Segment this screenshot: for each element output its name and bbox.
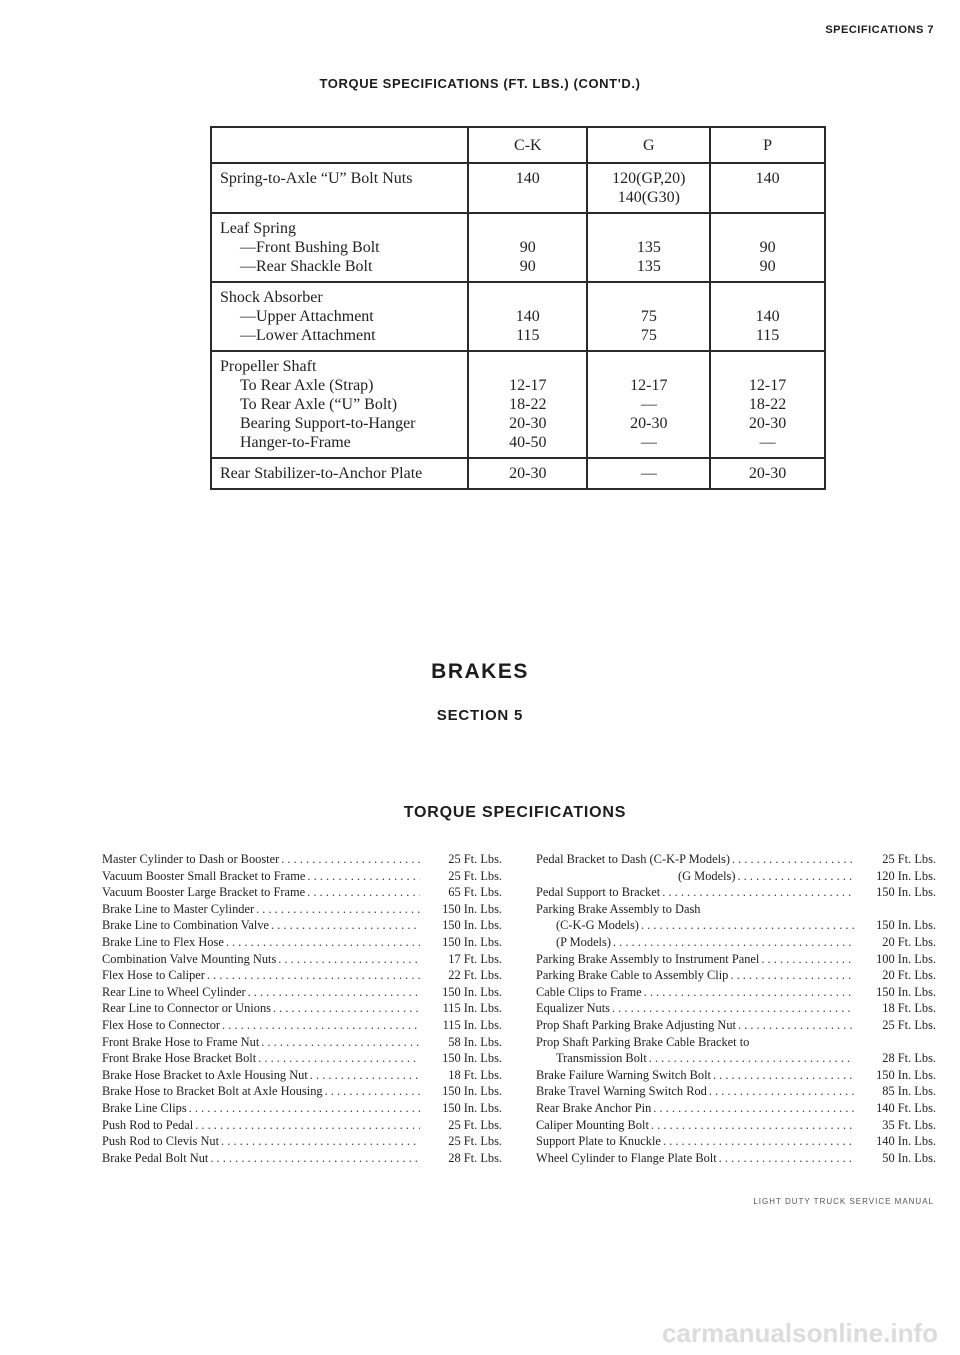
table-cell-row-description	[211, 213, 468, 282]
spec-label: Push Rod to Pedal	[102, 1117, 194, 1132]
leader-dots	[651, 1117, 854, 1134]
p-value-line: 140	[755, 308, 780, 325]
spec-value: 120 In. Lbs.	[876, 868, 936, 883]
row-description-line: Shock Absorber	[220, 289, 323, 306]
spec-label: Parking Brake Cable to Assembly Clip	[536, 968, 729, 983]
spec-label: Wheel Cylinder to Flange Plate Bolt	[536, 1150, 717, 1165]
spec-label: Brake Line to Combination Valve	[102, 918, 270, 933]
spec-value: 150 In. Lbs.	[442, 984, 502, 999]
table-cell-g-value	[587, 163, 710, 213]
spec-label: Cable Clips to Frame	[536, 984, 642, 999]
right-spec-list	[536, 851, 936, 1166]
spec-value: 17 Ft. Lbs.	[448, 951, 502, 966]
spec-label: Combination Valve Mounting Nuts	[102, 951, 277, 966]
ck-value-line	[477, 288, 578, 307]
g-value-line: 20-30	[630, 415, 668, 432]
row-description-line: Leaf Spring	[220, 220, 296, 237]
spec-label: (G Models)	[678, 868, 736, 883]
row-description-line: —Lower Attachment	[240, 327, 376, 344]
row-description-line: —Front Bushing Bolt	[240, 239, 380, 256]
table-cell-ck-value	[468, 163, 587, 213]
spec-value: 20 Ft. Lbs.	[882, 934, 936, 949]
spec-label: Parking Brake Assembly to Dash	[536, 901, 701, 916]
spec-list-item	[536, 1034, 936, 1051]
p-value-line: 90	[759, 258, 776, 275]
column-header-g: G	[587, 127, 710, 163]
spec-list-item	[536, 1000, 936, 1017]
spec-list-item	[102, 917, 502, 934]
leader-dots	[271, 917, 420, 934]
table-row	[211, 351, 825, 458]
spec-list-item	[536, 851, 936, 868]
spec-label: Front Brake Hose to Frame Nut	[102, 1034, 260, 1049]
spec-label: Vacuum Booster Large Bracket to Frame	[102, 885, 306, 900]
spec-list-item	[102, 1000, 502, 1017]
g-value-line: —	[640, 434, 657, 451]
brakes-heading: BRAKES	[431, 660, 529, 683]
torque-spec-table	[210, 126, 826, 490]
p-value-line: 115	[755, 327, 780, 344]
torque-table-title: TORQUE SPECIFICATIONS (FT. LBS.) (CONT'D.)	[319, 76, 641, 91]
p-value-line: 90	[759, 239, 776, 256]
spec-list-item	[536, 1050, 936, 1067]
leader-dots	[221, 1133, 420, 1150]
ck-value-line: 18-22	[509, 396, 547, 413]
spec-value: 150 In. Lbs.	[442, 918, 502, 933]
spec-label: Transmission Bolt	[556, 1051, 647, 1066]
spec-value: 150 In. Lbs.	[442, 1084, 502, 1099]
spec-list-item	[536, 1017, 936, 1034]
row-description-line: To Rear Axle (Strap)	[240, 377, 374, 394]
leader-dots	[310, 1067, 420, 1084]
spec-label: Front Brake Hose Bracket Bolt	[102, 1051, 257, 1066]
ck-value-line: 20-30	[509, 465, 547, 482]
spec-value: 25 Ft. Lbs.	[448, 868, 502, 883]
leader-dots	[737, 868, 854, 885]
spec-label: Push Rod to Clevis Nut	[102, 1134, 220, 1149]
table-row	[211, 282, 825, 351]
spec-list-item	[102, 1017, 502, 1034]
watermark: carmanualsonline.info	[662, 1318, 938, 1348]
spec-value: 50 In. Lbs.	[882, 1150, 936, 1165]
spec-list-item	[536, 1083, 936, 1100]
spec-list-item	[536, 934, 936, 951]
g-value-line	[596, 219, 701, 238]
g-value-line: —	[640, 465, 657, 482]
spec-label: Brake Travel Warning Switch Rod	[536, 1084, 707, 1099]
spec-list-item	[536, 967, 936, 984]
leader-dots	[612, 1000, 854, 1017]
row-description-line: Propeller Shaft	[220, 358, 317, 375]
spec-list-item	[536, 917, 936, 934]
spec-value: 150 In. Lbs.	[876, 1067, 936, 1082]
table-row	[211, 163, 825, 213]
spec-label: Brake Hose Bracket to Axle Housing Nut	[102, 1067, 308, 1082]
spec-value: 150 In. Lbs.	[442, 1100, 502, 1115]
spec-list-item	[102, 851, 502, 868]
spec-value: 115 In. Lbs.	[442, 1001, 502, 1016]
leader-dots	[662, 884, 854, 901]
leader-dots	[307, 884, 420, 901]
spec-label: Pedal Bracket to Dash (C-K-P Models)	[536, 852, 730, 866]
spec-value: 65 Ft. Lbs.	[448, 885, 502, 900]
g-value-line	[596, 288, 701, 307]
spec-label: Brake Pedal Bolt Nut	[102, 1150, 209, 1165]
leader-dots	[261, 1034, 420, 1051]
leader-dots	[256, 901, 420, 918]
table-cell-g-value	[587, 282, 710, 351]
spec-label: Flex Hose to Caliper	[102, 968, 205, 983]
spec-list-item	[102, 1150, 502, 1167]
spec-label: Brake Line to Master Cylinder	[102, 901, 255, 916]
g-value-line: 12-17	[630, 377, 668, 394]
table-cell-g-value	[587, 458, 710, 489]
ck-value-line: 20-30	[509, 415, 547, 432]
table-row	[211, 213, 825, 282]
spec-list-item	[536, 951, 936, 968]
leader-dots	[653, 1100, 854, 1117]
spec-value: 100 In. Lbs.	[876, 951, 936, 966]
spec-value: 22 Ft. Lbs.	[448, 968, 502, 983]
table-cell-row-description	[211, 351, 468, 458]
leader-dots	[278, 951, 420, 968]
spec-value: 140 In. Lbs.	[876, 1134, 936, 1149]
leader-dots	[281, 851, 420, 868]
spec-label: Rear Brake Anchor Pin	[536, 1100, 652, 1115]
spec-value: 25 Ft. Lbs.	[448, 1117, 502, 1132]
p-value-line	[719, 219, 816, 238]
table-header-row	[211, 127, 825, 163]
table-cell-p-value	[710, 351, 825, 458]
table-cell-g-value	[587, 351, 710, 458]
table-cell-g-value	[587, 213, 710, 282]
g-value-line: 135	[636, 239, 661, 256]
spec-list-item	[536, 1117, 936, 1134]
g-value-line	[596, 357, 701, 376]
ck-value-line: 140	[515, 170, 540, 187]
p-value-line	[719, 288, 816, 307]
p-value-line: 18-22	[748, 396, 787, 413]
leader-dots	[709, 1083, 854, 1100]
spec-label: Equalizer Nuts	[536, 1001, 610, 1016]
spec-value: 150 In. Lbs.	[442, 901, 502, 916]
spec-list-item	[102, 1067, 502, 1084]
leader-dots	[195, 1117, 420, 1134]
spec-value: 150 In. Lbs.	[876, 918, 936, 933]
p-value-line: —	[759, 434, 776, 451]
row-description-line: —Rear Shackle Bolt	[240, 258, 373, 275]
row-description-line: To Rear Axle (“U” Bolt)	[240, 396, 398, 413]
table-cell-p-value	[710, 458, 825, 489]
spec-list-item	[102, 1133, 502, 1150]
ck-value-line: 140	[515, 308, 540, 325]
table-cell-ck-value	[468, 282, 587, 351]
page-header-label: SPECIFICATIONS 7	[825, 24, 934, 36]
spec-value: 25 Ft. Lbs.	[882, 1017, 936, 1032]
ck-value-line: 12-17	[509, 377, 547, 394]
ck-value-line: 90	[519, 258, 536, 275]
spec-label: Prop Shaft Parking Brake Cable Bracket to	[536, 1034, 750, 1049]
table-cell-row-description	[211, 282, 468, 351]
spec-value: 58 In. Lbs.	[448, 1034, 502, 1049]
leader-dots	[663, 1133, 854, 1150]
leader-dots	[649, 1050, 854, 1067]
left-spec-list	[102, 851, 502, 1166]
spec-list-item	[536, 901, 936, 918]
leader-dots	[307, 868, 420, 885]
column-header-ck: C-K	[468, 127, 587, 163]
column-header-description	[211, 127, 468, 163]
table-cell-p-value	[710, 282, 825, 351]
row-description-line: Spring-to-Axle “U” Bolt Nuts	[220, 170, 413, 187]
column-header-p: P	[710, 127, 825, 163]
footer-label: LIGHT DUTY TRUCK SERVICE MANUAL	[753, 1197, 934, 1206]
spec-list-item	[536, 1100, 936, 1117]
leader-dots	[641, 917, 854, 934]
g-value-line: 75	[640, 308, 657, 325]
spec-label: Brake Failure Warning Switch Bolt	[536, 1067, 711, 1082]
spec-value: 18 Ft. Lbs.	[882, 1001, 936, 1016]
spec-value: 85 In. Lbs.	[882, 1084, 936, 1099]
row-description-line: Rear Stabilizer-to-Anchor Plate	[220, 465, 423, 482]
ck-value-line: 40-50	[509, 434, 547, 451]
spec-list-item	[536, 984, 936, 1001]
spec-list-item	[102, 1083, 502, 1100]
leader-dots	[325, 1083, 420, 1100]
leader-dots	[738, 1017, 854, 1034]
table-cell-row-description	[211, 458, 468, 489]
p-value-line: 12-17	[748, 377, 787, 394]
spec-value: 20 Ft. Lbs.	[882, 968, 936, 983]
spec-list-item	[102, 1117, 502, 1134]
spec-label: Support Plate to Knuckle	[536, 1134, 661, 1149]
spec-label: (C-K-G Models)	[556, 918, 639, 933]
leader-dots	[273, 1000, 420, 1017]
torque-specs-title: TORQUE SPECIFICATIONS	[403, 804, 627, 821]
g-value-line: —	[640, 396, 657, 413]
spec-label: Rear Line to Wheel Cylinder	[102, 984, 246, 999]
spec-label: Brake Hose to Bracket Bolt at Axle Housing	[102, 1084, 323, 1099]
table-cell-ck-value	[468, 213, 587, 282]
spec-list-item	[102, 967, 502, 984]
spec-value: 150 In. Lbs.	[876, 984, 936, 999]
spec-list-item	[536, 884, 936, 901]
leader-dots	[226, 934, 420, 951]
spec-list-item	[536, 868, 936, 885]
spec-value: 115 In. Lbs.	[442, 1017, 502, 1032]
ck-value-line: 90	[519, 239, 536, 256]
spec-label: Caliper Mounting Bolt	[536, 1117, 649, 1132]
spec-label: Pedal Support to Bracket	[536, 885, 661, 900]
spec-value: 35 Ft. Lbs.	[882, 1117, 936, 1132]
leader-dots	[732, 851, 854, 868]
ck-value-line: 115	[516, 327, 540, 344]
spec-label: Prop Shaft Parking Brake Adjusting Nut	[536, 1017, 736, 1032]
spec-value: 150 In. Lbs.	[442, 934, 502, 949]
table-cell-ck-value	[468, 458, 587, 489]
row-description-line: Hanger-to-Frame	[240, 434, 351, 451]
leader-dots	[719, 1150, 854, 1167]
spec-value: 25 Ft. Lbs.	[448, 1134, 502, 1149]
spec-label: Vacuum Booster Small Bracket to Frame	[102, 868, 306, 883]
leader-dots	[613, 934, 854, 951]
spec-list-item	[536, 1150, 936, 1167]
leader-dots	[730, 967, 854, 984]
spec-list-item	[102, 934, 502, 951]
spec-label: Parking Brake Assembly to Instrument Panel	[536, 951, 760, 966]
p-value-line: 140	[755, 170, 780, 187]
spec-label: Brake Line Clips	[102, 1100, 187, 1115]
leader-dots	[210, 1150, 420, 1167]
spec-value: 140 Ft. Lbs.	[876, 1100, 936, 1115]
g-value-line: 75	[640, 327, 657, 344]
leader-dots	[207, 967, 420, 984]
spec-label: Brake Line to Flex Hose	[102, 934, 224, 949]
leader-dots	[258, 1050, 420, 1067]
table-row	[211, 458, 825, 489]
leader-dots	[713, 1067, 854, 1084]
g-value-line: 140(G30)	[617, 189, 680, 206]
table-cell-ck-value	[468, 351, 587, 458]
spec-list-item	[102, 1050, 502, 1067]
leader-dots	[222, 1017, 420, 1034]
table-cell-p-value	[710, 213, 825, 282]
g-value-line: 120(GP,20)	[612, 170, 686, 187]
spec-list-item	[102, 884, 502, 901]
table-cell-p-value	[710, 163, 825, 213]
spec-list-item	[102, 868, 502, 885]
spec-value: 28 Ft. Lbs.	[448, 1150, 502, 1165]
spec-label: (P Models)	[556, 934, 611, 949]
spec-list-item	[102, 984, 502, 1001]
spec-label: Flex Hose to Connector	[102, 1017, 221, 1032]
leader-dots	[644, 984, 854, 1001]
spec-list-item	[536, 1067, 936, 1084]
spec-value: 28 Ft. Lbs.	[882, 1051, 936, 1066]
spec-label: Master Cylinder to Dash or Booster	[102, 852, 280, 866]
spec-label: Rear Line to Connector or Unions	[102, 1001, 271, 1016]
ck-value-line	[477, 219, 578, 238]
p-value-line	[719, 357, 816, 376]
g-value-line: 135	[636, 258, 661, 275]
section-label: SECTION 5	[436, 707, 524, 724]
spec-value: 150 In. Lbs.	[442, 1051, 502, 1066]
spec-value: 25 Ft. Lbs.	[448, 852, 502, 866]
p-value-line: 20-30	[748, 465, 787, 482]
leader-dots	[248, 984, 420, 1001]
leader-dots	[761, 951, 854, 968]
table-cell-row-description	[211, 163, 468, 213]
spec-list-item	[102, 901, 502, 918]
row-description-line: —Upper Attachment	[240, 308, 374, 325]
spec-value: 25 Ft. Lbs.	[882, 852, 936, 866]
spec-list-item	[536, 1133, 936, 1150]
row-description-line: Bearing Support-to-Hanger	[240, 415, 416, 432]
spec-list-item	[102, 1100, 502, 1117]
spec-list-item	[102, 951, 502, 968]
ck-value-line	[477, 357, 578, 376]
p-value-line: 20-30	[748, 415, 787, 432]
spec-value: 150 In. Lbs.	[876, 885, 936, 900]
spec-value: 18 Ft. Lbs.	[448, 1067, 502, 1082]
spec-list-item	[102, 1034, 502, 1051]
leader-dots	[189, 1100, 420, 1117]
